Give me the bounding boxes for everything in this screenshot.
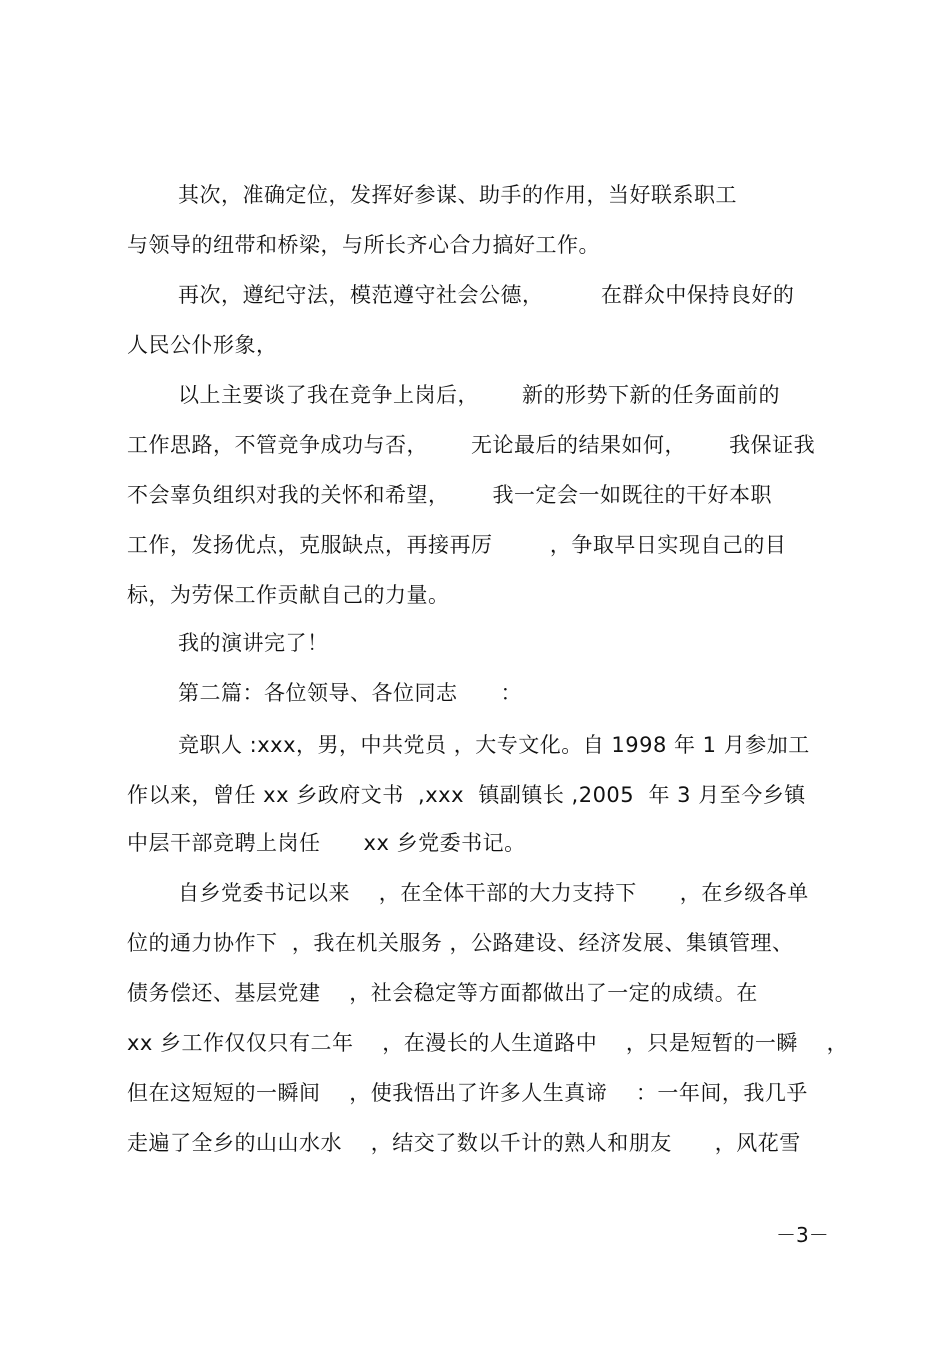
- paragraph-line: 走遍了全乡的山山水水 ，结交了数以千计的熟人和朋友 ，风花雪: [127, 1131, 801, 1155]
- paragraph-line: 竞职人 :xxx，男，中共党员 ，大专文化。自 1998 年 1 月参加工: [178, 733, 810, 757]
- paragraph-line: 工作，发扬优点，克服缺点，再接再厉 ，争取早日实现自己的目: [127, 533, 787, 557]
- paragraph-line: 人民公仆形象，: [127, 333, 278, 357]
- paragraph-line: xx 乡工作仅仅只有二年 ，在漫长的人生道路中 ，只是短暂的一瞬 ，: [127, 1031, 849, 1055]
- paragraph-line: 标，为劳保工作贡献自己的力量。: [127, 583, 450, 607]
- paragraph-line: 自乡党委书记以来 ，在全体干部的大力支持下 ，在乡级各单: [178, 881, 809, 905]
- paragraph-line: 但在这短短的一瞬间 ，使我悟出了许多人生真谛 ：一年间，我几乎: [127, 1081, 808, 1105]
- paragraph-line: 债务偿还、基层党建 ，社会稳定等方面都做出了一定的成绩。在: [127, 981, 758, 1005]
- paragraph-line: 以上主要谈了我在竞争上岗后， 新的形势下新的任务面前的: [178, 383, 781, 407]
- page-number: －3－: [776, 1223, 829, 1247]
- section-heading: 第二篇：各位领导、各位同志 ：: [178, 681, 523, 705]
- paragraph-line: 位的通力协作下 ，我在机关服务 ，公路建设、经济发展、集镇管理、: [127, 931, 794, 955]
- paragraph-line: 再次，遵纪守法，模范遵守社会公德， 在群众中保持良好的: [178, 283, 795, 307]
- paragraph-line: 中层干部竞聘上岗任 xx 乡党委书记。: [127, 831, 526, 855]
- paragraph-line: 与领导的纽带和桥梁，与所长齐心合力搞好工作。: [127, 233, 600, 257]
- paragraph-line: 作以来，曾任 xx 乡政府文书 ,xxx 镇副镇长 ,2005 年 3 月至今乡镇: [127, 783, 806, 807]
- paragraph-line: 不会辜负组织对我的关怀和希望， 我一定会一如既往的干好本职: [127, 483, 773, 507]
- paragraph-line: 工作思路，不管竞争成功与否， 无论最后的结果如何， 我保证我: [127, 433, 816, 457]
- paragraph-line: 我的演讲完了！: [178, 631, 329, 655]
- paragraph-line: 其次，准确定位，发挥好参谋、助手的作用，当好联系职工: [178, 183, 737, 207]
